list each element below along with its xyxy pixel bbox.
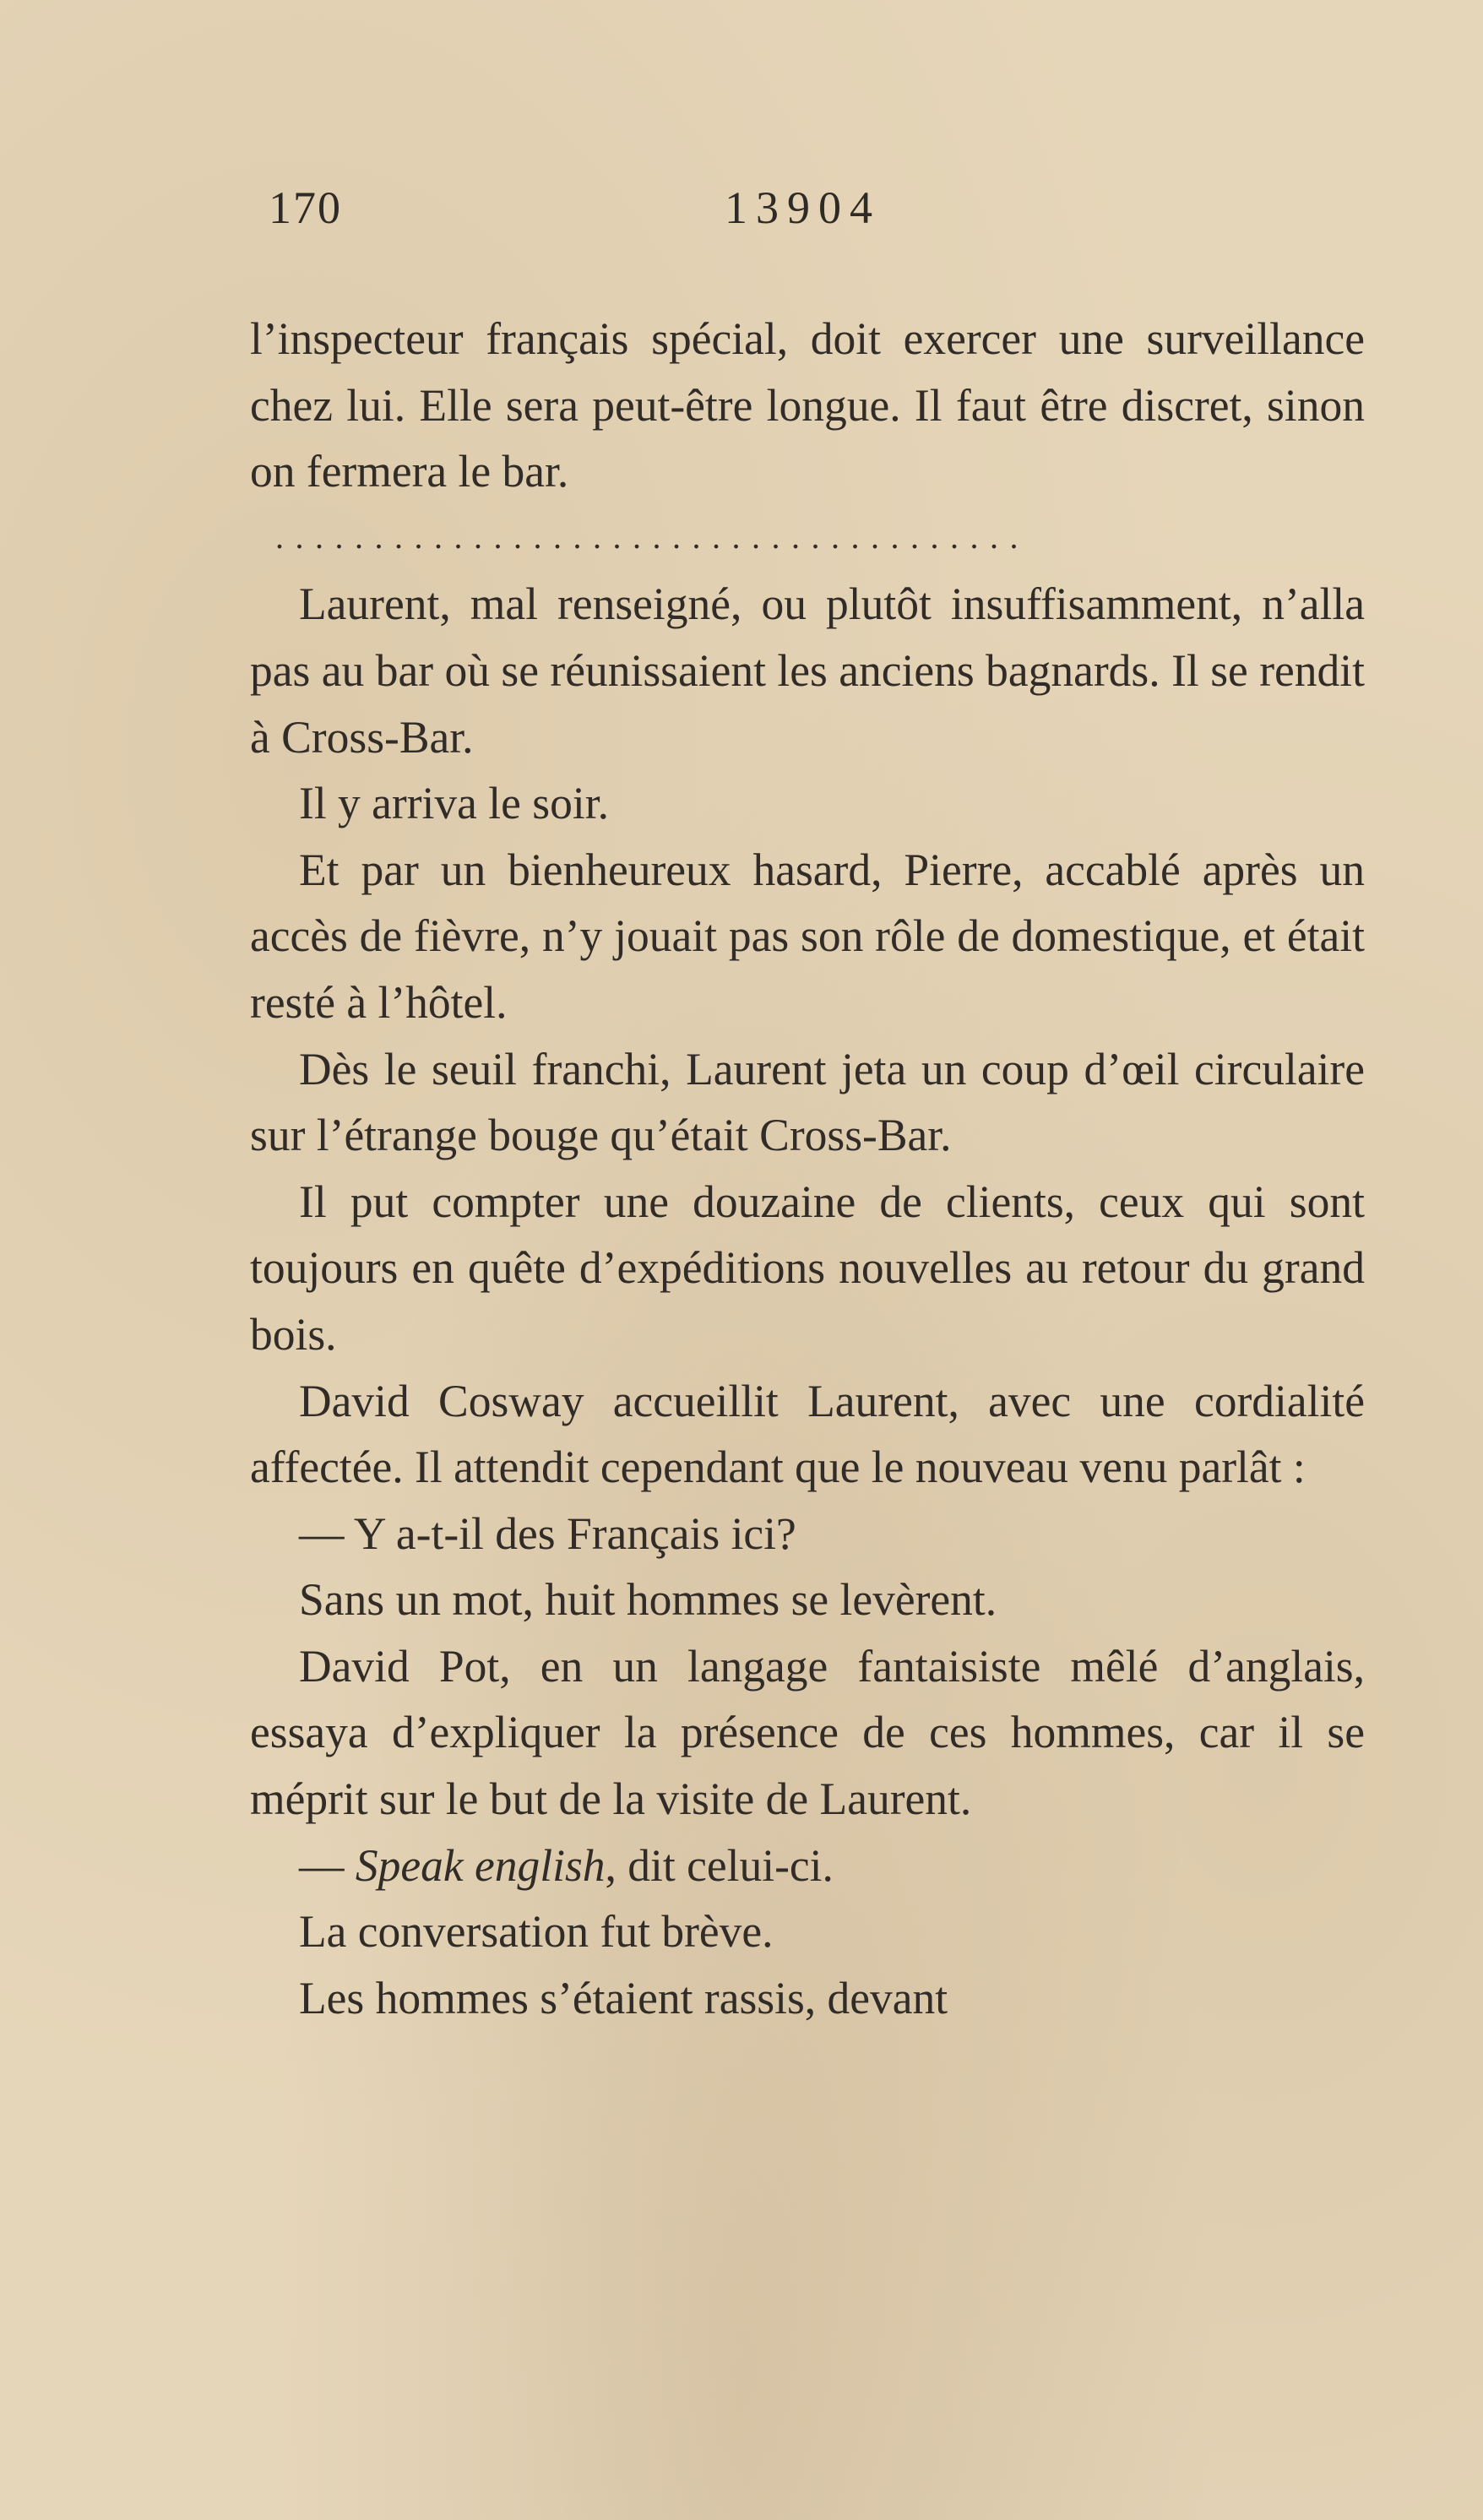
paragraph: Il put compter une douzaine de clients, ceux qui sont toujours en quête d’expéditions nouvelles au retour du grand bois. <box>250 1176 1365 1360</box>
dot-leader: ...................................... <box>275 519 1029 554</box>
paragraph: La conversation fut brève. <box>299 1906 774 1958</box>
paragraph: Sans un mot, huit hommes se levèrent. <box>299 1574 997 1626</box>
dialogue-line <box>250 1833 1365 1899</box>
dialogue-dash: — <box>299 1839 356 1891</box>
dialogue-tag: , dit celui-ci. <box>605 1839 834 1891</box>
paragraph: Les hommes s’étaient rassis, devant <box>299 1972 948 2023</box>
page-number: 170 <box>269 182 342 233</box>
body-text <box>250 306 1365 2031</box>
paragraph: Il y arriva le soir. <box>299 778 609 829</box>
running-head: 13904 <box>725 182 881 233</box>
paragraph: Laurent, mal renseigné, ou plutôt insuffisamment, n’alla pas au bar où se réunissaient les anciens bagnards. Il se rendit à Cross-Bar. <box>250 578 1365 763</box>
paragraph: David Cosway accueillit Laurent, avec une cordialité affectée. Il attendit cependant que le nouveau venu parlât : <box>250 1375 1365 1493</box>
paragraph: l’inspecteur français spécial, doit exercer une surveillance chez lui. Elle sera peut-être longue. Il faut être discret, sinon on fermera le bar. <box>250 313 1365 497</box>
italic-phrase: Speak english <box>355 1839 606 1891</box>
dialogue-line: — Y a-t-il des Français ici? <box>299 1507 796 1559</box>
paragraph: Dès le seuil franchi, Laurent jeta un coup d’œil circulaire sur l’étrange bouge qu’était Cross-Bar. <box>250 1043 1365 1161</box>
paragraph: Et par un bienheureux hasard, Pierre, accablé après un accès de fièvre, n’y jouait pas son rôle de domestique, et était resté à l’hôtel. <box>250 844 1365 1028</box>
section-separator <box>250 505 1365 572</box>
page-header <box>269 182 1248 241</box>
paragraph: David Pot, en un langage fantaisiste mêlé d’anglais, essaya d’expliquer la présence de ces hommes, car il se méprit sur le but de la visite de Laurent. <box>250 1640 1365 1825</box>
